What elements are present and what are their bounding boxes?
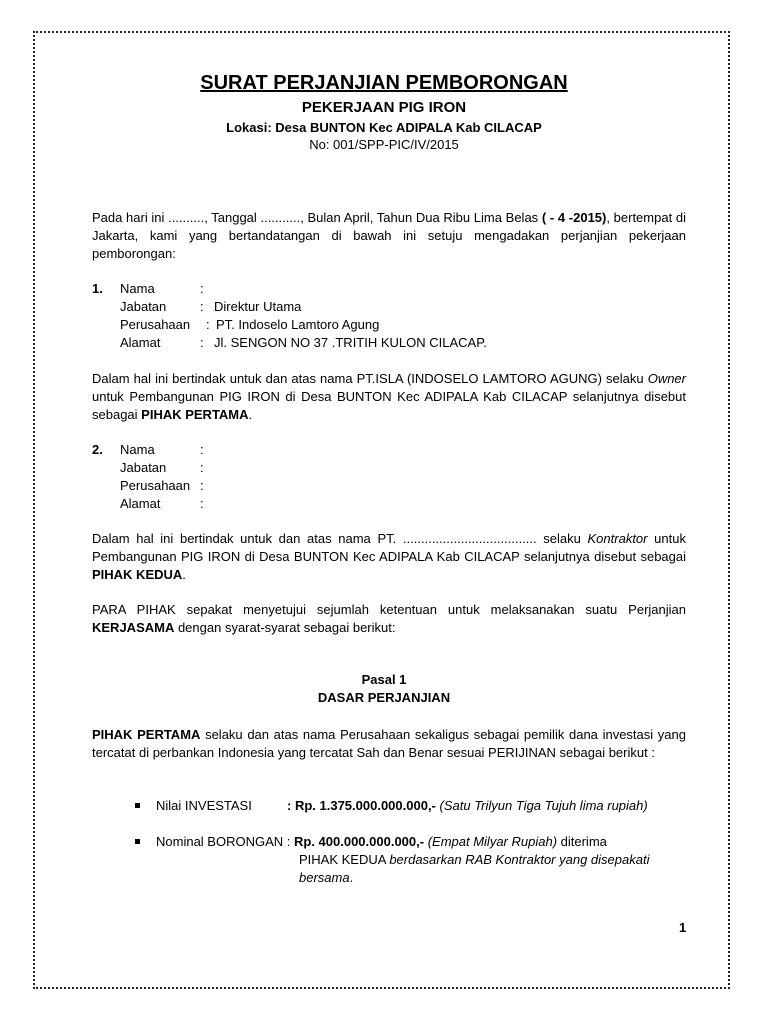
- investment-amount: Rp. 1.375.000.000.000,-: [294, 798, 436, 813]
- intro-date: ( - 4 -2015): [541, 210, 607, 225]
- party2-desc-text: Dalam hal ini bertindak untuk dan atas nama PT. ..................................... selaku: [92, 531, 588, 546]
- pasal-intro: [92, 726, 686, 762]
- party2-description: [92, 530, 686, 584]
- investment-colon: :: [287, 798, 295, 813]
- party2-desc-end: .: [182, 567, 186, 582]
- intro-text: Pada hari ini .........., Tanggal ..........., Bulan April, Tahun Dua Ribu Lima Belas: [92, 210, 542, 225]
- party2-position-label: Jabatan: [120, 460, 167, 475]
- party2-company-label: Perusahaan: [120, 478, 191, 493]
- pasal-intro-text: selaku dan atas nama Perusahaan sekaligus sebagai pemilik dana investasi yang tercatat di perbankan Indonesia yang tercatat Sah dan Benar sesuai PERIJINAN sebagai berikut :: [92, 727, 686, 760]
- document-number: No: 001/SPP-PIC/IV/2015: [309, 137, 459, 152]
- party2-name-label: Nama: [120, 442, 155, 457]
- intro-text-cont: , bertempat di Jakarta, kami yang bertandatangan di bawah ini setuju mengadakan perjanjian pekerjaan pemborongan:: [92, 210, 686, 261]
- party1-role: Owner: [647, 371, 686, 386]
- party1-company-label: Perusahaan: [120, 317, 191, 332]
- agreement-text: PARA PIHAK sepakat menyetujui sejumlah ketentuan untuk melaksanakan suatu Perjanjian: [92, 602, 686, 617]
- document-subtitle: PEKERJAAN PIG IRON: [301, 99, 467, 116]
- investment-words: (Satu Trilyun Tiga Tujuh lima rupiah): [439, 798, 648, 813]
- party2-address-label: Alamat: [120, 496, 161, 511]
- party1-address-colon: :: [200, 335, 204, 350]
- party2-number: 2.: [92, 442, 103, 457]
- borongan-basis: berdasarkan RAB Kontraktor yang disepakati: [389, 852, 650, 867]
- page-number: 1: [679, 920, 687, 935]
- borongan-basis-end: bersama: [299, 870, 350, 885]
- party2-designation: PIHAK KEDUA: [92, 567, 183, 582]
- party1-position-colon: :: [200, 299, 204, 314]
- borongan-end: .: [349, 870, 354, 885]
- party2-details: [92, 441, 686, 513]
- party1-company-colon: :: [206, 317, 210, 332]
- party2-name-colon: :: [200, 442, 204, 457]
- party1-address-label: Alamat: [120, 335, 161, 350]
- borongan-amount: Rp. 400.000.000.000,-: [293, 834, 425, 849]
- party1-description: [92, 370, 686, 424]
- party2-address-colon: :: [200, 496, 204, 511]
- intro-paragraph: [92, 209, 686, 263]
- agreement-keyword: KERJASAMA: [92, 620, 175, 635]
- party1-number: 1.: [92, 281, 103, 296]
- pasal-number: Pasal 1: [361, 672, 407, 687]
- party2-desc-text-cont: untuk Pembangunan PIG IRON di Desa BUNTON Kec ADIPALA Kab CILACAP selanjutnya disebut sebagai: [92, 531, 686, 564]
- party1-name-label: Nama: [120, 281, 155, 296]
- investment-label: Nilai INVESTASI: [156, 798, 252, 813]
- party2-company-colon: :: [200, 478, 204, 493]
- pasal-title: DASAR PERJANJIAN: [317, 690, 451, 705]
- party1-position-label: Jabatan: [120, 299, 167, 314]
- bullet-icon: [135, 839, 140, 844]
- borongan-label: Nominal BORONGAN :: [156, 834, 294, 849]
- borongan-suffix: diterima: [557, 834, 607, 849]
- party1-company-value: PT. Indoselo Lamtoro Agung: [216, 317, 380, 332]
- party1-desc-text: Dalam hal ini bertindak untuk dan atas nama PT.ISLA (INDOSELO LAMTORO AGUNG) selaku: [92, 371, 648, 386]
- borongan-words: (Empat Milyar Rupiah): [427, 834, 558, 849]
- investment-item: [135, 797, 648, 815]
- party2-role: Kontraktor: [587, 531, 648, 546]
- bullet-icon: [135, 803, 140, 808]
- borongan-item: [135, 833, 649, 887]
- agreement-paragraph: [92, 601, 686, 637]
- party1-designation: PIHAK PERTAMA: [141, 407, 249, 422]
- party1-position-value: Direktur Utama: [214, 299, 302, 314]
- document-location: Lokasi: Desa BUNTON Kec ADIPALA Kab CILACAP: [226, 120, 542, 135]
- party1-desc-text-cont: untuk Pembangunan PIG IRON di Desa BUNTON Kec ADIPALA Kab CILACAP selanjutnya disebut sebagai: [92, 389, 686, 422]
- agreement-text-cont: dengan syarat-syarat sebagai berikut:: [174, 620, 396, 635]
- party2-position-colon: :: [200, 460, 204, 475]
- party1-address-value: Jl. SENGON NO 37 .TRITIH KULON CILACAP.: [214, 335, 487, 350]
- party1-desc-end: .: [248, 407, 253, 422]
- pasal-intro-party: PIHAK PERTAMA: [92, 727, 201, 742]
- document-title: SURAT PERJANJIAN PEMBORONGAN: [200, 72, 568, 94]
- borongan-party: PIHAK KEDUA: [299, 852, 390, 867]
- party1-details: [92, 280, 686, 352]
- party1-name-colon: :: [200, 281, 204, 296]
